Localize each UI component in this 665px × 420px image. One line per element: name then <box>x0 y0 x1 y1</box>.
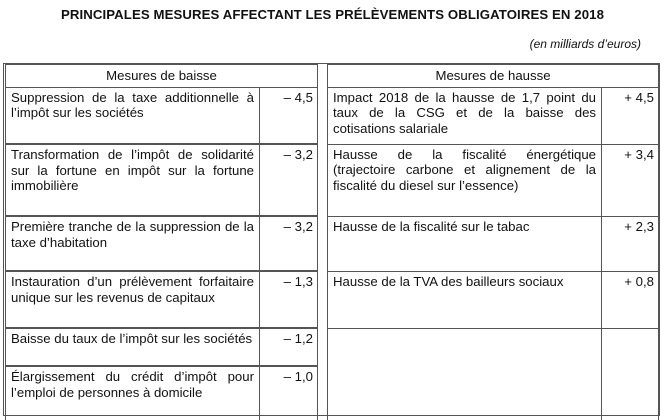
measure-value: – 3,2 <box>260 144 318 216</box>
empty-cell <box>602 328 659 420</box>
measure-value: + 3,4 <box>602 144 659 216</box>
measure-label: Baisse du taux de l’impôt sur les sociétés <box>6 328 260 366</box>
measure-label: Élargissement du crédit d’impôt pour l’emploi de personnes à domicile <box>6 366 260 420</box>
table-row <box>6 216 318 271</box>
measure-value: + 4,5 <box>602 87 659 144</box>
page-title: PRINCIPALES MESURES AFFECTANT LES PRÉLÈVEMENTS OBLIGATOIRES EN 2018 <box>60 7 605 22</box>
table-row <box>6 87 318 144</box>
measure-value: – 4,5 <box>260 87 318 144</box>
reductions-header: Mesures de baisse <box>6 65 318 88</box>
measure-value: – 3,2 <box>260 216 318 271</box>
table-row <box>6 328 318 366</box>
table-row <box>328 216 659 271</box>
measure-label: Hausse de la fiscalité sur le tabac <box>328 216 602 271</box>
table-row <box>6 144 318 216</box>
measure-value: – 1,3 <box>260 271 318 328</box>
table-row <box>328 271 659 328</box>
measure-value: – 1,0 <box>260 366 318 420</box>
measure-label: Hausse de la TVA des bailleurs sociaux <box>328 271 602 328</box>
measure-label: Instauration d’un prélèvement forfaitaire unique sur les revenus de capitaux <box>6 271 260 328</box>
reductions-table <box>5 64 318 420</box>
increases-table <box>327 64 659 420</box>
measure-value: – 1,2 <box>260 328 318 366</box>
measure-label: Suppression de la taxe additionnelle à l’impôt sur les sociétés <box>6 87 260 144</box>
table-row <box>6 366 318 420</box>
measure-label: Impact 2018 de la hausse de 1,7 point du taux de la CSG et de la baisse des cotisations salariale <box>328 87 602 144</box>
table-row <box>6 271 318 328</box>
table-row <box>328 87 659 144</box>
measure-value: + 0,8 <box>602 271 659 328</box>
increases-header: Mesures de hausse <box>328 65 659 88</box>
measure-label: Transformation de l’impôt de solidarité sur la fortune en impôt sur la fortune immobilière <box>6 144 260 216</box>
measure-label: Hausse de la fiscalité énergétique (trajectoire carbone et alignement de la fiscalité du diesel sur l’essence) <box>328 144 602 216</box>
table-row <box>328 144 659 216</box>
measure-value: + 2,3 <box>602 216 659 271</box>
empty-row <box>328 328 659 420</box>
measure-label: Première tranche de la suppression de la taxe d’habitation <box>6 216 260 271</box>
unit-note: (en milliards d’euros) <box>529 37 641 51</box>
empty-cell <box>328 328 602 420</box>
